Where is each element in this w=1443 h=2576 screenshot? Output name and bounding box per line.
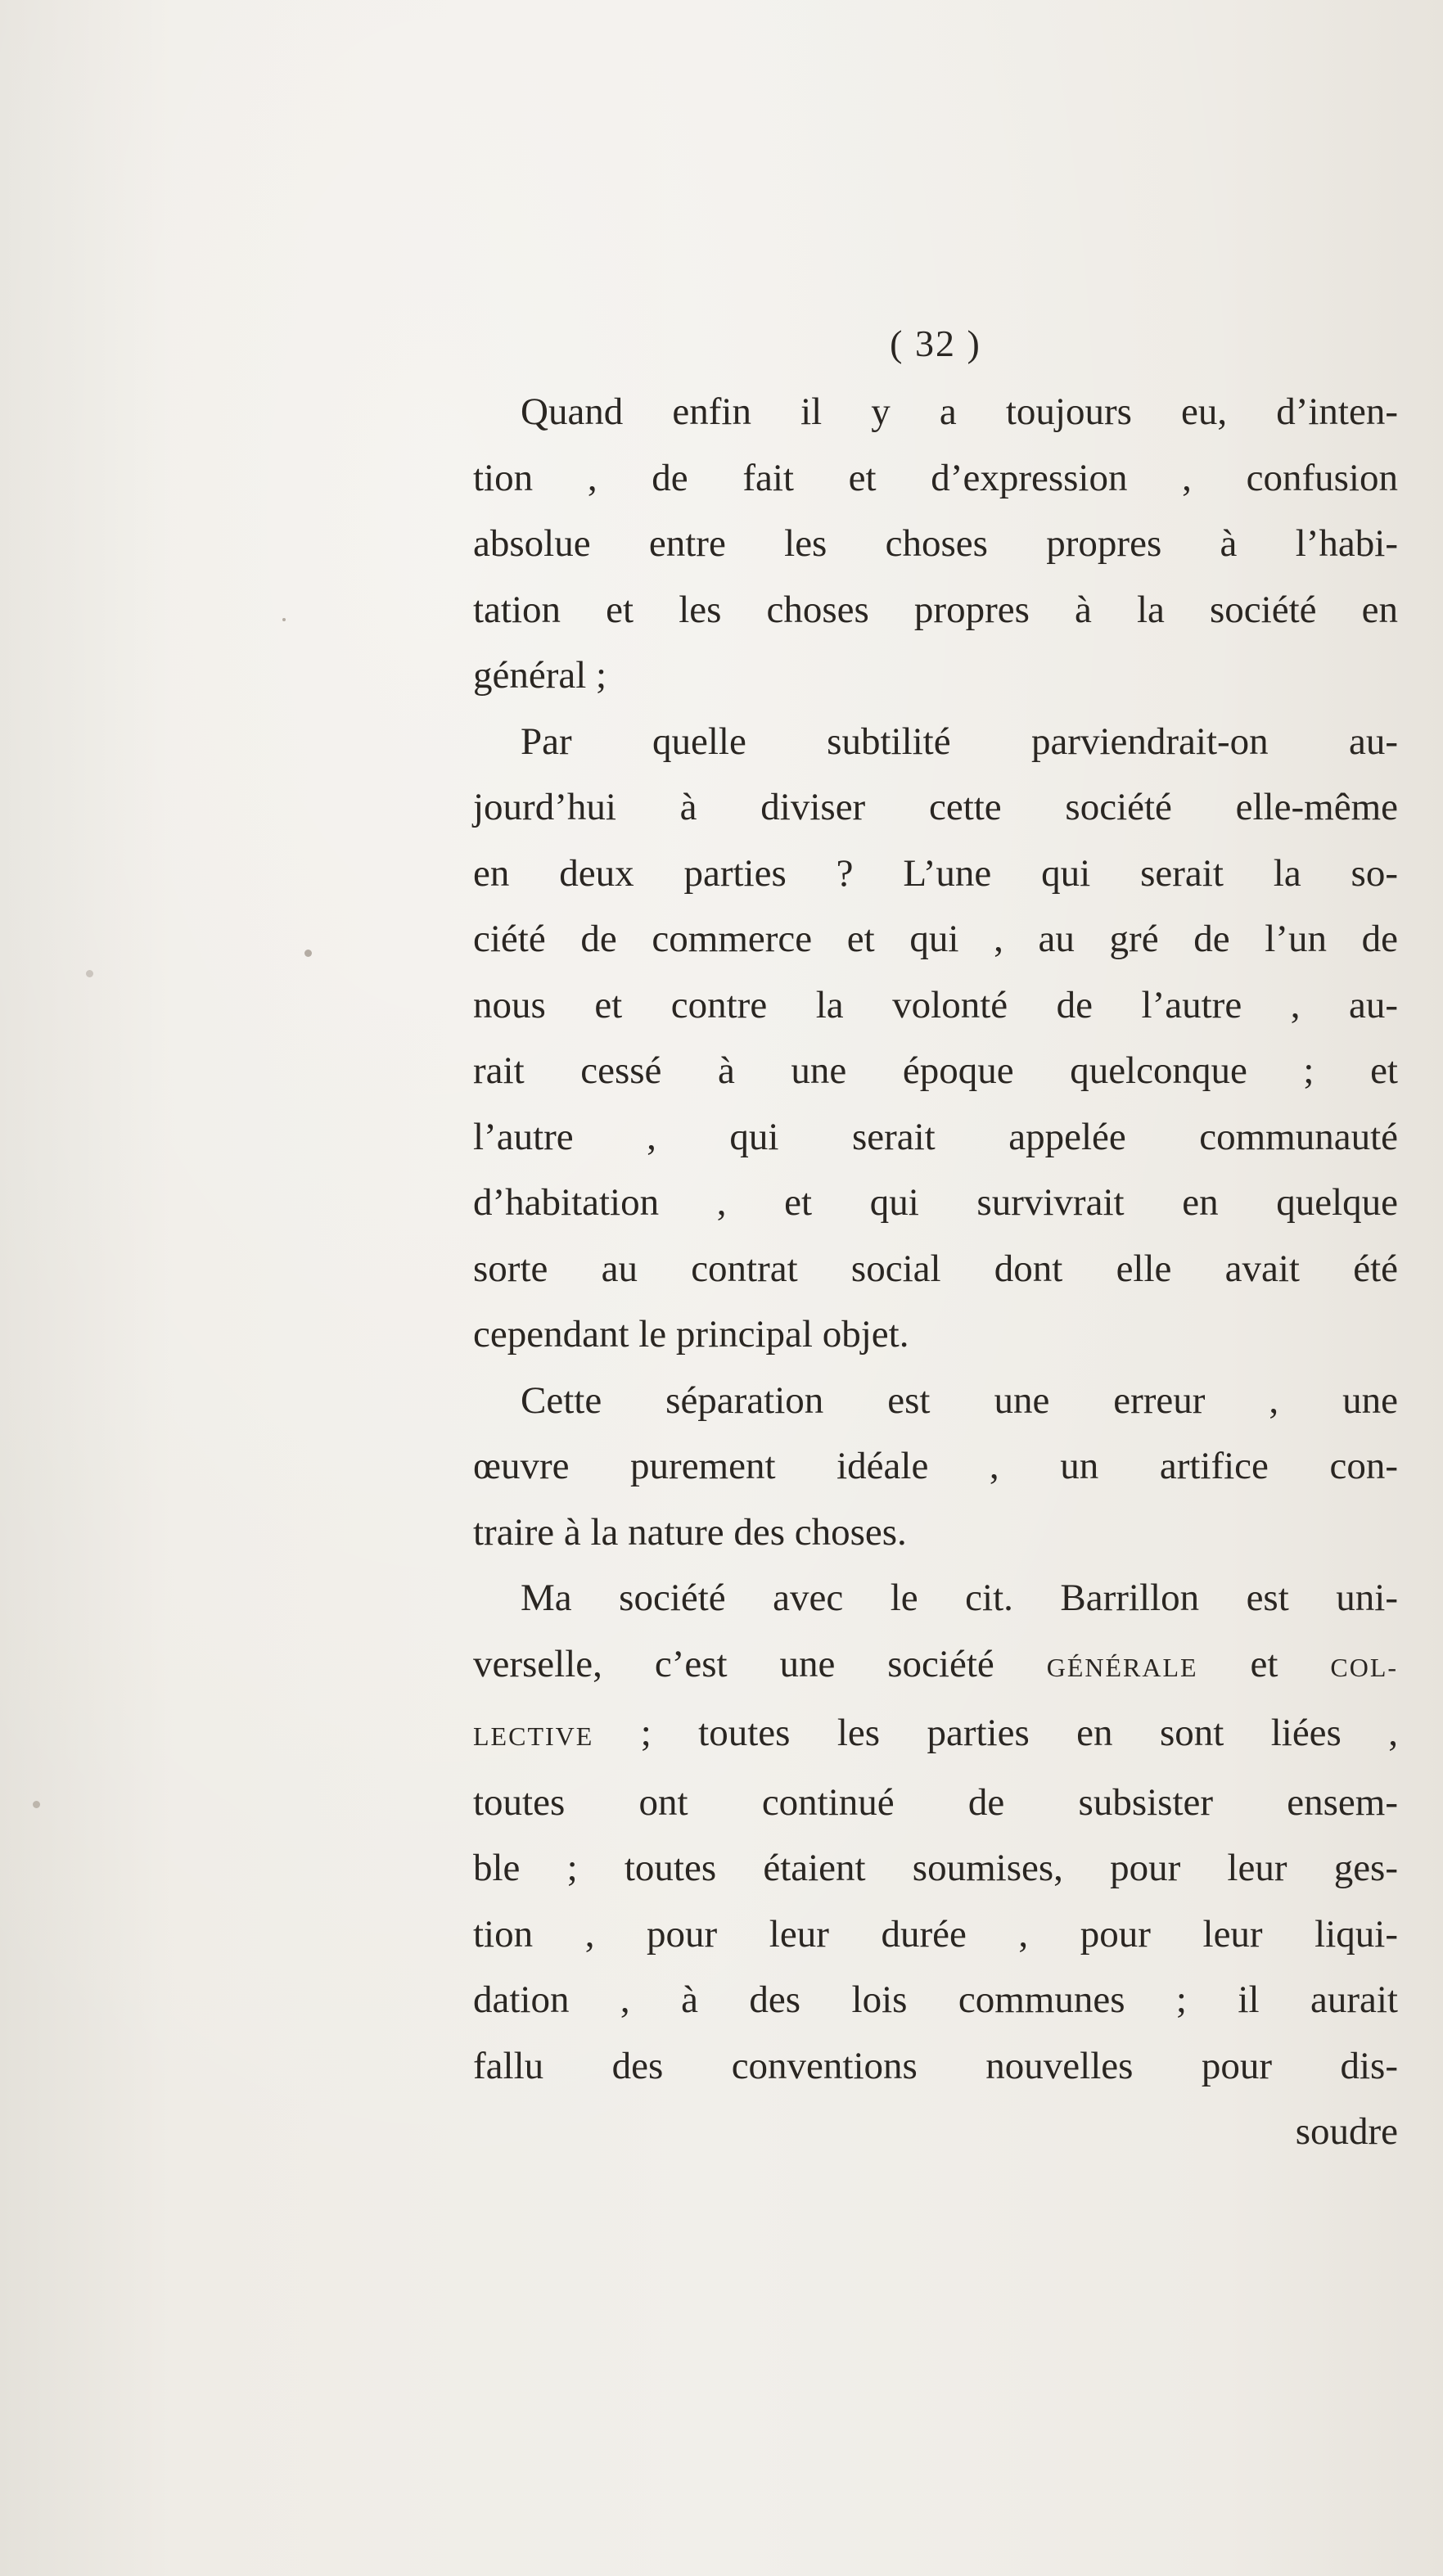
paper-speck (282, 618, 286, 621)
text-line: Par quelle subtilité parviendrait-on au- (521, 720, 1398, 763)
text-line: jourd’hui à diviser cette société elle-même (473, 786, 1398, 828)
text-line: Quand enfin il y a toujours eu, d’inten- (521, 390, 1398, 433)
text-line: fallu des conventions nouvelles pour dis- (473, 2044, 1398, 2087)
text-line: tion , de fait et d’expression , confusion (473, 456, 1398, 499)
text-run: ; toutes les parties en sont liées , (593, 1712, 1398, 1754)
text-line: cependant le principal objet. (473, 1313, 909, 1356)
text-line: traire à la nature des choses. (473, 1510, 907, 1554)
text-line: dation , à des lois communes ; il aurait (473, 1978, 1398, 2021)
small-caps-term: LECTIVE (473, 1721, 594, 1751)
text-line: nous et contre la volonté de l’autre , au- (473, 983, 1398, 1026)
text-line: œuvre purement idéale , un artifice con- (473, 1445, 1398, 1487)
small-caps-term: GÉNÉRALE (1046, 1652, 1198, 1682)
paper-speck (304, 950, 312, 957)
text-run: verselle, c’est une société (473, 1642, 1047, 1685)
text-line: Cette séparation est une erreur , une (521, 1378, 1398, 1422)
page-number: ( 32 ) (890, 323, 981, 364)
text-line: d’habitation , et qui survivrait en quelque (473, 1181, 1398, 1224)
small-caps-term: COL- (1330, 1652, 1399, 1682)
text-line: rait cessé à une époque quelconque ; et (473, 1049, 1398, 1092)
paragraph-3 (473, 1368, 1398, 1566)
paper-speck (33, 1801, 40, 1808)
paragraph-2 (473, 709, 1398, 1368)
text-line: tion , pour leur durée , pour leur liqui- (473, 1912, 1398, 1956)
text-line: ciété de commerce et qui , au gré de l’un de (473, 918, 1398, 960)
text-line: sorte au contrat social dont elle avait été (473, 1247, 1398, 1290)
text-line (473, 1700, 1398, 1770)
page-text (473, 315, 1398, 2165)
paper-speck (86, 970, 93, 977)
text-line: tation et les choses propres à la société en (473, 588, 1398, 631)
text-line: l’autre , qui serait appelée communauté (473, 1115, 1398, 1158)
text-run: et (1197, 1642, 1331, 1685)
text-line: ble ; toutes étaient soumises, pour leur ges- (473, 1847, 1398, 1889)
text-line: en deux parties ? L’une qui serait la so- (473, 851, 1398, 895)
text-line: absolue entre les choses propres à l’habi- (473, 522, 1398, 565)
paragraph-1 (473, 379, 1398, 709)
text-line (473, 1631, 1398, 1701)
text-line: toutes ont continué de subsister ensem- (473, 1780, 1398, 1824)
catchword: soudre (1295, 2110, 1398, 2153)
text-line: général ; (473, 654, 607, 697)
text-line: Ma société avec le cit. Barrillon est uni- (521, 1577, 1398, 1619)
paragraph-4 (473, 1565, 1398, 2099)
